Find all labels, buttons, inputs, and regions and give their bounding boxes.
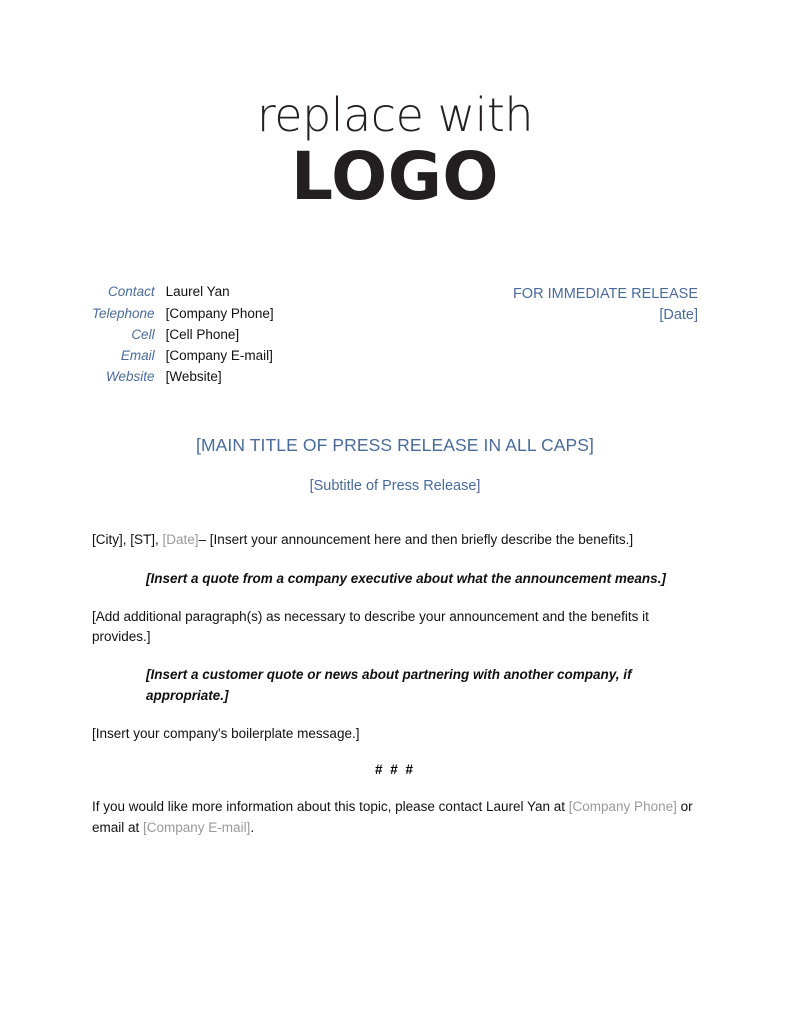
release-status-label: FOR IMMEDIATE RELEASE xyxy=(512,286,698,303)
contact-label-website: Website xyxy=(106,369,155,385)
logo-line-1: replace with xyxy=(256,88,534,142)
end-marks: # # # xyxy=(374,762,416,778)
dateline-city: [City], [ST], xyxy=(92,532,163,548)
header-row xyxy=(0,283,790,389)
contact-value-website: [Website] xyxy=(165,369,222,385)
dateline-date: [Date] xyxy=(162,532,199,548)
contact-label-telephone: Telephone xyxy=(92,305,155,321)
release-status-block xyxy=(513,283,698,326)
body-content xyxy=(0,530,790,839)
closing-phone: [Company Phone] xyxy=(568,799,677,815)
closing-text-2: or email at xyxy=(92,799,693,836)
page-subtitle: [Subtitle of Press Release] xyxy=(309,478,481,495)
customer-quote-paragraph: [Insert a customer quote or news about partnering with another company, if appropriate.] xyxy=(146,667,632,703)
table-row xyxy=(92,283,274,304)
page-title: [MAIN TITLE OF PRESS RELEASE IN ALL CAPS] xyxy=(196,435,594,456)
logo-line-2: LOGO xyxy=(290,138,500,215)
boilerplate-paragraph: [Insert your company's boilerplate message.] xyxy=(92,725,360,741)
contact-label-email: Email xyxy=(120,347,155,363)
executive-quote-paragraph: [Insert a quote from a company executive about what the announcement means.] xyxy=(146,570,666,586)
contact-value-contact: Laurel Yan xyxy=(165,284,230,300)
contact-value-email: [Company E-mail] xyxy=(165,347,273,363)
logo-placeholder xyxy=(0,0,790,215)
closing-paragraph xyxy=(92,797,698,839)
additional-paragraph: [Add additional paragraph(s) as necessary to describe your announcement and the benefits it provides.] xyxy=(92,608,649,645)
contact-label-contact: Contact xyxy=(108,284,155,300)
contact-value-telephone: [Company Phone] xyxy=(165,305,274,321)
contact-label-cell: Cell xyxy=(131,326,155,342)
table-row xyxy=(92,347,274,368)
release-date: [Date] xyxy=(659,307,698,324)
table-row xyxy=(92,368,274,389)
dateline-paragraph xyxy=(92,530,698,550)
dateline-rest: – [Insert your announcement here and then briefly describe the benefits.] xyxy=(198,532,634,548)
table-row xyxy=(92,305,274,326)
closing-text-3: . xyxy=(250,820,255,836)
closing-text-1: If you would like more information about this topic, please contact Laurel Yan at xyxy=(92,799,569,815)
table-row xyxy=(92,326,274,347)
closing-email: [Company E-mail] xyxy=(143,820,251,836)
contact-info-table xyxy=(92,283,274,389)
contact-value-cell: [Cell Phone] xyxy=(165,326,240,342)
